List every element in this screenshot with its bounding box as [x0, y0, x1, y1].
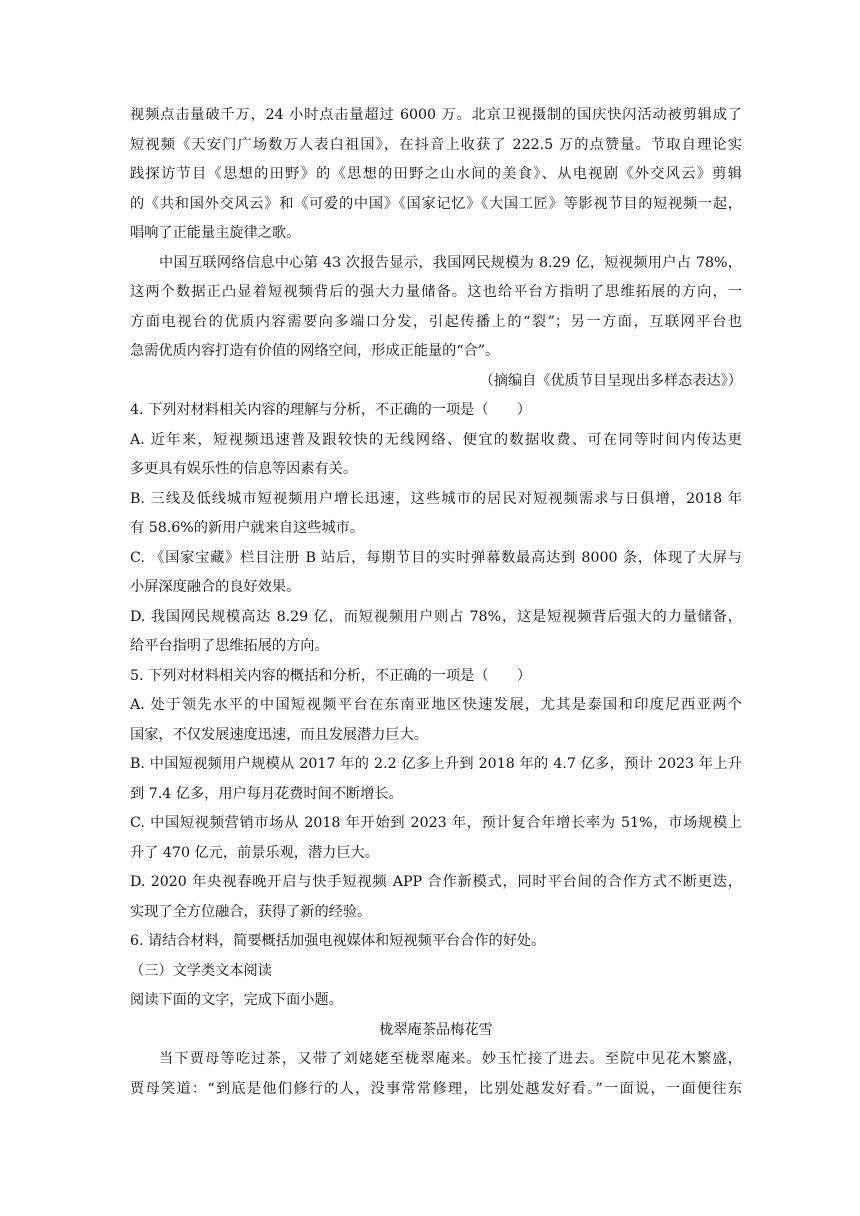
question-stem: 6. 请结合材料，简要概括加强电视媒体和短视频平台合作的好处。 [130, 933, 546, 949]
text-line: 唱响了正能量主旋律之歌。 [130, 225, 301, 241]
option-line: C. 中国短视频营销市场从 2018 年开始到 2023 年，预计复合年增长率为 51%，市场规模上 [130, 815, 742, 831]
question-6 [130, 927, 742, 957]
question-4 [130, 396, 742, 662]
option-line: 小屏深度融合的良好效果。 [130, 579, 301, 595]
text-line: 贾母笑道：“到底是他们修行的人，没事常常修理，比别处越发好看。”一面说，一面便往东 [130, 1080, 742, 1097]
text-line: 践探访节目《思想的田野》的《思想的田野之山水间的美食》、从电视剧《外交风云》剪辑 [130, 166, 742, 182]
option-d[interactable] [130, 868, 742, 927]
text-line: 视频点击量破千万，24 小时点击量超过 6000 万。北京卫视摄制的国庆快闪活动被剪辑成了 [130, 107, 742, 123]
option-line: 给平台指明了思维拓展的方向。 [130, 638, 329, 654]
question-stem: 5. 下列对材料相关内容的概括和分析，不正确的一项是（ ） [130, 667, 532, 684]
question-5 [130, 662, 742, 928]
option-line: 升了 470 亿元，前景乐观，潜力巨大。 [130, 844, 379, 861]
option-line: 有 58.6%的新用户就来自这些城市。 [130, 520, 365, 536]
option-c[interactable] [130, 809, 742, 868]
option-line: B. 三线及低线城市短视频用户增长迅速，这些城市的居民对短视频需求与日俱增，2018 年 [130, 490, 742, 507]
option-b[interactable] [130, 485, 742, 544]
option-a[interactable] [130, 426, 742, 485]
passage-paragraph [130, 1045, 742, 1104]
text-line: 中国互联网络信息中心第 43 次报告显示，我国网民规模为 8.29 亿，短视频用户占 78%， [159, 254, 742, 271]
section-heading: （三）文学类文本阅读 [130, 962, 272, 979]
text-line: 的《共和国外交风云》和《可爱的中国》《国家记忆》《大国工匠》等影视节目的短视频一起， [130, 195, 742, 212]
text-line: 当下贾母等吃过茶，又带了刘姥姥至栊翠庵来。妙玉忙接了进去。至院中见花木繁盛， [159, 1051, 742, 1067]
option-line: 多更具有娱乐性的信息等因素有关。 [130, 461, 358, 477]
passage-title: 栊翠庵茶品梅花雪 [379, 1021, 493, 1038]
question-stem: 4. 下列对材料相关内容的理解与分析，不正确的一项是（ ） [130, 402, 532, 418]
option-d[interactable] [130, 603, 742, 662]
document-page [130, 101, 742, 1104]
option-line: 国家，不仅发展速度迅速，而且发展潜力巨大。 [130, 726, 428, 743]
text-line: 短视频《天安门广场数万人表白祖国》，在抖音上收获了 222.5 万的点赞量。节取自理论实 [130, 136, 742, 153]
text-line: 急需优质内容打造有价值的网络空间，形成正能量的“合”。 [130, 343, 500, 359]
option-line: A. 近年来，短视频迅速普及跟较快的无线网络、便宜的数据收费、可在同等时间内传达更 [130, 431, 742, 448]
option-line: 实现了全方位融合，获得了新的经验。 [130, 903, 372, 920]
passage-paragraph [130, 101, 742, 249]
section-instruction: 阅读下面的文字，完成下面小题。 [130, 992, 343, 1008]
option-line: D. 2020 年央视春晚开启与快手短视频 APP 合作新模式，同时平台间的合作方式不断更迭， [130, 874, 742, 890]
text-line: 这两个数据正凸显着短视频背后的强大力量储备。这也给平台方指明了思维拓展的方向，一 [130, 284, 742, 300]
option-a[interactable] [130, 691, 742, 750]
option-line: B. 中国短视频用户规模从 2017 年的 2.2 亿多上升到 2018 年的 4.7 亿多，预计 2023 年上升 [130, 756, 742, 772]
option-c[interactable] [130, 544, 742, 603]
option-b[interactable] [130, 750, 742, 809]
option-line: 到 7.4 亿多，用户每月花费时间不断增长。 [130, 785, 403, 802]
source-citation: （摘编自《优质节目呈现出多样态表达》） [479, 372, 742, 389]
option-line: A. 处于领先水平的中国短视频平台在东南亚地区快速发展，尤其是泰国和印度尼西亚两个 [130, 697, 742, 713]
option-line: D. 我国网民规模高达 8.29 亿，而短视频用户则占 78%，这是短视频背后强大的力量储备， [130, 608, 742, 625]
text-line: 方面电视台的优质内容需要向多端口分发，引起传播上的“裂”；另一方面，互联网平台也 [130, 313, 742, 330]
option-line: C. 《国家宝藏》栏目注册 B 站后，每期节目的实时弹幕数最高达到 8000 条，体现了大屏与 [130, 549, 742, 566]
passage-paragraph [130, 249, 742, 367]
